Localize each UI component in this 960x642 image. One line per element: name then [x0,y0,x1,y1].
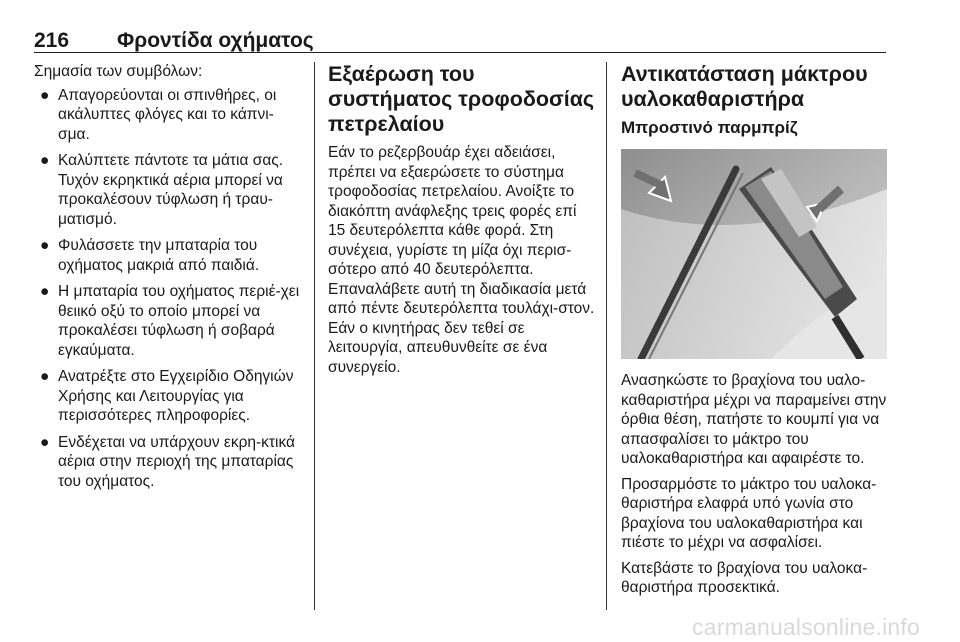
section-body: Εάν το ρεζερβουάρ έχει αδειάσει, πρέπει να εξαερώσετε το σύστημα τροφοδοσίας πετρελαίου. Ανοίξτε το διακόπτη ανάφλεξης τρεις φορές επί 15 δευτερόλεπτα κάθε φορά. Στη συνέχεια, γυρίστε τη μίζα όχι περισ-σότερο από 40 δευτερόλεπτα. Επαναλάβετε αυτή τη διαδικασία μετά από πέντε δευτερόλεπτα τουλάχι-στον. Εάν ο κινητήρας δεν τεθεί σε λειτουργία, απευθυνθείτε σε ένα συνεργείο. [328,144,595,376]
list-item: ● Η μπαταρία του οχήματος περιέ-χει θειικό οξύ το οποίο μπορεί να προκαλέσει τύφλωση ή σοβαρά εγκαύματα. [40,283,300,359]
column-battery-symbols [34,62,304,498]
bullet-icon: ● [40,237,50,254]
bullet-icon: ● [40,433,50,451]
list-item: ● Καλύπτετε πάντοτε τα μάτια σας. Τυχόν εκρηκτικά αέρια μπορεί να προκαλέσουν τύφλωση ή τραυ-ματισμό. [40,152,284,228]
list-item: ● Ανατρέξτε στο Εγχειρίδιο Οδηγιών Χρήσης και Λειτουργίας για περισσότερες πληροφορίες. [40,368,294,424]
bullet-icon: ● [40,86,50,104]
list-item: ● Απαγορεύονται οι σπινθήρες, οι ακάλυπτες φλόγες και το κάπνι-σμα. [40,86,277,143]
bullet-icon: ● [40,152,50,169]
page-number: 216 [34,29,70,52]
instruction-paragraph: Κατεβάστε το βραχίονα του υαλοκα-θαριστήρα προσεκτικά. [621,559,868,596]
symbols-list [34,86,304,492]
wiper-blade-photo [621,149,887,359]
instruction-paragraph: Ανασηκώστε το βραχίονα του υαλο-καθαριστήρα μέχρι να παραμείνει στην όρθια θέση, πατήστε το κουμπί για να απασφαλίσει το μάκτρο του υαλοκαθαριστήρα και αφαιρέστε το. [621,372,887,467]
column-divider [314,62,315,610]
column-fuel-bleeding [328,62,596,383]
chapter-title: Φροντίδα οχήματος [117,29,314,52]
instruction-paragraph: Προσαρμόστε το μάκτρο του υαλοκα-θαριστήρα ελαφρά υπό γωνία στο βραχίονα του υαλοκαθαριστήρα και πιέστε το μέχρι να ασφαλίσει. [621,475,877,551]
site-watermark: carmanualsonline.info [692,614,920,640]
page-header [34,30,886,53]
list-item: ● Φυλάσσετε την μπαταρία του οχήματος μακριά από παιδιά. [40,237,260,274]
bullet-icon: ● [40,283,50,300]
section-heading: Αντικατάσταση μάκτρου υαλοκαθαριστήρα [621,62,868,111]
bullet-icon: ● [40,368,50,385]
list-item: ● Ενδέχεται να υπάρχουν εκρη-κτικά αέρια στην περιοχή της μπαταρίας του οχήματος. [40,433,296,490]
section-heading: Εξαέρωση του συστήματος τροφοδοσίας πετρελαίου [328,62,595,136]
symbols-intro: Σημασία των συμβόλων: [34,63,203,80]
section-subheading: Μπροστινό παρμπρίζ [621,118,798,137]
column-wiper-blade [621,62,887,604]
column-divider [606,62,607,610]
